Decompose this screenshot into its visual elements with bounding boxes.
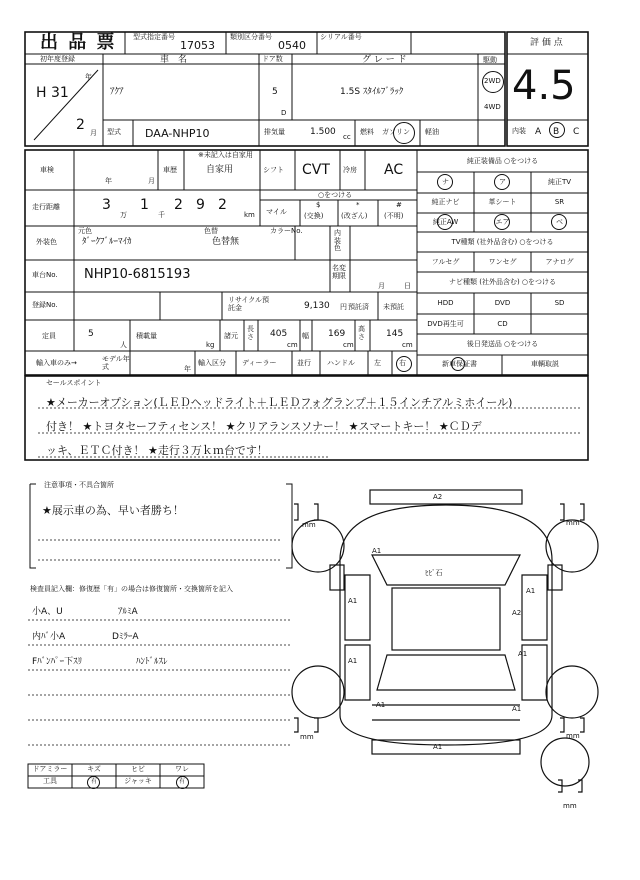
load-unit: kg <box>206 341 215 349</box>
wid-label: 幅 <box>302 332 309 340</box>
history-label: 車歴 <box>163 166 177 174</box>
tv-1: フルセグ <box>431 258 460 266</box>
sales-line-3: ッキ、ＥＴＣ付き！ ★走行３万ｋｍ台です！ <box>46 444 268 457</box>
sales-line-2: 付き！ ★トヨタセーフティセンス！ ★クリアランスソナー！ ★スマートキー！ ★ＣＤデ <box>46 420 482 433</box>
recycle-unit: 円 <box>340 303 347 311</box>
dmg-a1-mid: A1 <box>348 657 358 665</box>
equip-r3-2: エア <box>495 218 510 226</box>
car-diagram <box>292 490 598 792</box>
load-label: 積載量 <box>136 332 157 340</box>
handle-left: 左 <box>374 359 381 367</box>
hgt-unit: cm <box>402 341 413 349</box>
grade-label: グ レ ー ド <box>362 55 407 65</box>
item-h1: ドアミラー <box>32 765 68 773</box>
serial-label: シリアル番号 <box>320 33 362 41</box>
model-label: 型式 <box>107 128 121 136</box>
import-parallel: 並行 <box>297 359 311 367</box>
recycle-label: リサイクル預託金 <box>228 296 270 313</box>
mileage-d3: 2 <box>174 197 183 213</box>
fuel-label: 燃料 <box>360 128 374 136</box>
item-h4: ワレ <box>175 765 189 773</box>
import-year: 年 <box>184 365 191 373</box>
dmg-a1-br: A1 <box>512 705 522 713</box>
len-value: 405 <box>270 329 288 339</box>
dmg-a1-bot: A1 <box>433 743 443 751</box>
item-r2: 有 <box>90 778 97 785</box>
form-title: 出 品 票 <box>40 32 117 53</box>
engine-label: 排気量 <box>264 128 285 136</box>
unit-note: ○をつける <box>318 191 353 199</box>
equip-r1-3: 純正TV <box>547 178 572 186</box>
grade-value: 1.5S ｽﾀｲﾙﾌﾞﾗｯｸ <box>340 87 404 97</box>
cat-value: 0540 <box>278 39 306 52</box>
mileage-d2: 1 <box>140 197 149 213</box>
cap-label: 定員 <box>42 332 56 340</box>
reg-month-unit: 月 <box>90 129 97 137</box>
history-value: 自家用 <box>206 165 234 175</box>
unit-opt1: $ <box>316 201 321 209</box>
orig-color: ﾀﾞｰｸﾌﾞﾙｰﾏｲｶ <box>82 237 132 247</box>
insp-2a: 内ﾊﾞ小A <box>32 632 66 642</box>
shift-value: CVT <box>302 162 330 178</box>
inspector-label: 検査員記入欄：修復歴「有」の場合は修復箇所・交換箇所を記入 <box>30 585 233 593</box>
cap-unit: 人 <box>120 341 127 349</box>
tv-2: ワンセグ <box>488 258 517 266</box>
later-title: 後日発送品 ○をつける <box>466 340 539 348</box>
insp-1b: ｱﾙﾐA <box>118 607 138 617</box>
tv-title: TV種類 (社外品含む) ○をつける <box>451 238 554 246</box>
unit-opt3b: (不明) <box>384 212 404 220</box>
interior-b: B <box>553 127 560 137</box>
navi1-1: HDD <box>437 299 454 307</box>
orig-label: 元色 <box>78 227 92 235</box>
cat-label: 類別区分番号 <box>230 33 272 41</box>
mm-3: mm <box>300 733 314 741</box>
handle-label: ハンドル <box>327 359 355 367</box>
unit-opt2: * <box>356 201 360 209</box>
item-r1: 工具 <box>43 777 57 785</box>
import-model-label: モデル年式 <box>102 355 130 372</box>
unit-mile: マイル <box>266 208 287 216</box>
reg-label: 初年度登録 <box>40 55 75 63</box>
dmg-a1-left: A1 <box>372 547 382 555</box>
dmg-a1-right: A1 <box>526 587 536 595</box>
drive-4wd: 4WD <box>484 103 501 111</box>
unit-opt3: # <box>396 201 402 209</box>
score-label: 評 価 点 <box>530 38 563 48</box>
navi2-1: DVD再生可 <box>427 320 464 328</box>
regno-label: 登録No. <box>32 301 58 309</box>
item-h3: ヒビ <box>131 765 145 773</box>
history-note: ※未記入は自家用 <box>198 151 253 159</box>
hgt-value: 145 <box>386 329 404 339</box>
later-1: 新車保証書 <box>442 360 477 368</box>
shift-label: シフト <box>263 166 284 174</box>
mileage-d4: 9 <box>196 197 205 213</box>
navi1-3: SD <box>554 299 565 307</box>
door-label: ドア数 <box>262 55 283 63</box>
equip-r3-1: 純正AW <box>432 218 459 226</box>
model-value: DAA-NHP10 <box>145 127 210 140</box>
type-label: 型式指定番号 <box>133 33 175 41</box>
colorno-label: カラーNo. <box>270 227 303 235</box>
reg-month: 2 <box>76 117 85 133</box>
change-label: 色替 <box>204 227 218 235</box>
dmg-a2-top: A2 <box>433 493 443 501</box>
hgt-label: 高さ <box>358 325 365 341</box>
cap-value: 5 <box>88 329 94 339</box>
change-value: 色替無 <box>212 237 240 247</box>
reg-year-unit: 年 <box>85 73 92 81</box>
shaken-month: 月 <box>148 177 155 185</box>
unit-opt2b: (改ざん) <box>341 212 368 220</box>
mileage-label: 走行距離 <box>32 203 60 211</box>
aircon-value: AC <box>384 162 404 178</box>
dmg-a2-right: A2 <box>512 609 522 617</box>
interior-c: C <box>573 127 580 137</box>
drive-2wd: 2WD <box>484 77 501 85</box>
dmg-a1-right2: A1 <box>518 650 528 658</box>
door-sub: D <box>281 109 287 117</box>
fuel-other: 軽油 <box>425 128 439 136</box>
insp-3a: Fﾊﾞﾝﾊﾟｰ下ｽﾘ <box>32 657 83 667</box>
equip-r3-3: ベ <box>556 218 563 226</box>
dmg-hibi: ﾋﾋﾞ石 <box>425 569 443 577</box>
handle-right: 右 <box>399 359 406 367</box>
item-h2: キズ <box>87 765 101 773</box>
mileage-d1: 3 <box>102 197 111 213</box>
interior-a: A <box>535 127 542 137</box>
dmg-a1-left2: A1 <box>348 597 358 605</box>
item-r3: ジャッキ <box>124 777 152 785</box>
car-label: 車 名 <box>160 55 188 65</box>
reg-era: H 31 <box>36 85 69 101</box>
mm-5: mm <box>563 802 577 810</box>
sales-label: セールスポイント <box>46 379 102 387</box>
item-r4: 有 <box>178 778 185 785</box>
shaken-label: 車検 <box>40 166 54 174</box>
mileage-sen: 千 <box>158 211 165 219</box>
chassis-value: NHP10-6815193 <box>84 267 191 282</box>
len-unit: cm <box>287 341 298 349</box>
insp-2b: DﾐﾗｰA <box>112 632 139 642</box>
type-value: 17053 <box>180 39 215 52</box>
wid-unit: cm <box>343 341 354 349</box>
recycle-paid: 預託済 <box>348 303 369 311</box>
size-label: 諸元 <box>224 332 238 340</box>
unit-opt1b: (交換) <box>304 212 324 220</box>
navi2-2: CD <box>497 320 508 328</box>
wid-value: 169 <box>328 329 346 339</box>
equip-r1-1: ナ <box>442 178 449 186</box>
navi1-2: DVD <box>494 299 511 307</box>
car-name: ｱｸｱ <box>110 87 124 97</box>
mileage-man: 万 <box>120 211 127 219</box>
expiry-month: 月 <box>378 282 385 290</box>
fuel-selected: ガソリン <box>382 128 410 136</box>
recycle-value: 9,130 <box>304 301 330 311</box>
notes-label: 注意事項・不具合箇所 <box>44 481 114 489</box>
mileage-unit: km <box>244 211 255 219</box>
insp-1a: 小A、U <box>32 607 63 617</box>
expiry-day: 日 <box>404 282 411 290</box>
equip-r2-2: 革シート <box>488 198 517 206</box>
import-div-label: 輸入区分 <box>198 359 226 367</box>
later-2: 車輌取説 <box>531 360 559 368</box>
engine-value: 1.500 <box>310 127 336 137</box>
aircon-label: 冷房 <box>343 166 357 174</box>
int-color-label: 内装色 <box>334 229 341 253</box>
equip-r1-2: ア <box>499 178 506 186</box>
color-label: 外装色 <box>36 238 57 246</box>
equip-r2-3: SR <box>554 198 565 206</box>
score-value: 4.5 <box>512 63 576 109</box>
mm-1: mm <box>302 521 316 529</box>
mm-4: mm <box>566 732 580 740</box>
interior-label: 内装 <box>512 127 526 135</box>
import-label: 輸入車のみ→ <box>36 359 77 367</box>
tv-3: アナログ <box>545 258 574 266</box>
mileage-d5: 2 <box>218 197 227 213</box>
engine-unit: cc <box>343 133 351 141</box>
door-value: 5 <box>272 87 278 97</box>
dmg-a1-bl: A1 <box>376 701 386 709</box>
notes-text: ★展示車の為、早い者勝ち！ <box>42 504 184 517</box>
equip-r2-1: 純正ナビ <box>431 198 460 206</box>
len-label: 長さ <box>247 325 254 341</box>
insp-3b: ﾊﾝﾄﾞﾙｽﾚ <box>136 657 168 667</box>
expiry-label: 名変期限 <box>332 264 346 281</box>
shaken-year: 年 <box>105 177 112 185</box>
mm-2: mm <box>566 519 580 527</box>
navi-title: ナビ種類 (社外品含む) ○をつける <box>448 278 557 286</box>
import-dealer: ディーラー <box>242 359 277 367</box>
chassis-label: 車台No. <box>32 271 58 279</box>
sales-line-1: ★メーカーオプション(ＬＥＤヘッドライト＋ＬＥＤフォグランプ＋１５インチアルミホイール) <box>46 396 513 409</box>
recycle-unpaid: 未預託 <box>383 303 404 311</box>
equip-title: 純正装備品 ○をつける <box>466 157 539 165</box>
drive-label: 駆動 <box>483 56 497 64</box>
